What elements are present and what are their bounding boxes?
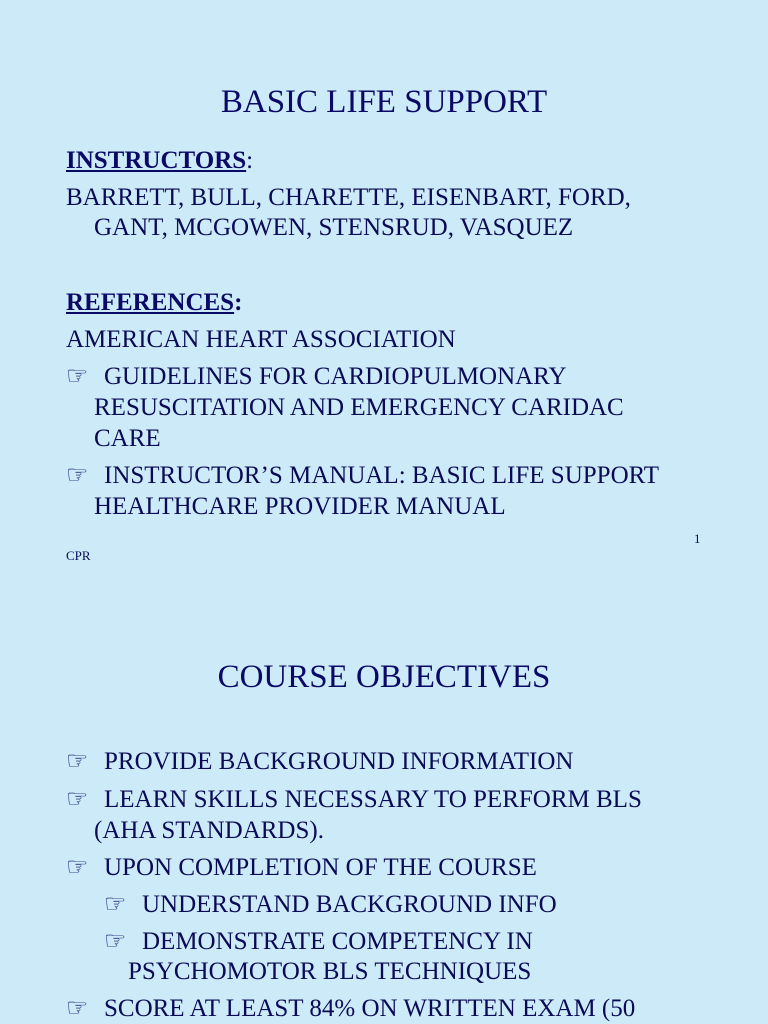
- objective-item-2-line-2: (AHA STANDARDS).: [94, 817, 324, 844]
- slide-title: BASIC LIFE SUPPORT: [220, 84, 548, 120]
- footer-label: CPR: [66, 548, 91, 563]
- slide-course-objectives: [0, 600, 768, 1024]
- instructors-colon: :: [246, 147, 254, 174]
- page-number: 1: [694, 531, 701, 546]
- slide-title: COURSE OBJECTIVES: [217, 659, 551, 695]
- pointing-hand-icon: ☞: [66, 363, 89, 390]
- objective-subitem-3a: [104, 890, 557, 920]
- pointing-hand-icon: ☞: [104, 891, 127, 918]
- reference-item-2-line-2: HEALTHCARE PROVIDER MANUAL: [94, 493, 506, 520]
- pointing-hand-icon: ☞: [66, 854, 89, 881]
- objective-subitem-3b-line-2: PSYCHOMOTOR BLS TECHNIQUES: [128, 958, 532, 985]
- references-heading: REFERENCES: [66, 289, 235, 316]
- objective-item-2-line-1: LEARN SKILLS NECESSARY TO PERFORM BLS: [104, 786, 642, 813]
- objective-item-3: [66, 853, 537, 883]
- pointing-hand-icon: ☞: [104, 928, 127, 955]
- reference-item-1-line-2: RESUSCITATION AND EMERGENCY CARIDAC: [94, 394, 624, 421]
- objective-subitem-3b: [104, 927, 533, 957]
- pointing-hand-icon: ☞: [66, 462, 89, 489]
- objective-item-3-text: UPON COMPLETION OF THE COURSE: [104, 854, 537, 881]
- references-heading-line: [66, 288, 242, 318]
- pointing-hand-icon: ☞: [66, 786, 89, 813]
- objective-item-4-text: SCORE AT LEAST 84% ON WRITTEN EXAM (50: [104, 995, 636, 1022]
- pointing-hand-icon: ☞: [66, 995, 89, 1022]
- objective-item-2: [66, 785, 642, 815]
- instructors-heading: INSTRUCTORS: [66, 147, 247, 174]
- objective-subitem-3b-line-1: DEMONSTRATE COMPETENCY IN: [142, 928, 533, 955]
- reference-item-1: [66, 362, 567, 392]
- reference-item-2: [66, 461, 659, 491]
- objective-item-1-text: PROVIDE BACKGROUND INFORMATION: [104, 748, 574, 775]
- references-colon: :: [234, 289, 243, 316]
- reference-item-1-line-3: CARE: [94, 425, 161, 452]
- objective-item-1: [66, 747, 573, 777]
- objective-subitem-3a-text: UNDERSTAND BACKGROUND INFO: [142, 891, 557, 918]
- association-text: AMERICAN HEART ASSOCIATION: [66, 326, 456, 353]
- instructors-heading-line: [66, 146, 253, 176]
- objective-item-4: [66, 994, 635, 1024]
- reference-item-2-line-1: INSTRUCTOR’S MANUAL: BASIC LIFE SUPPORT: [104, 462, 660, 489]
- reference-item-1-line-1: GUIDELINES FOR CARDIOPULMONARY: [104, 363, 567, 390]
- pointing-hand-icon: ☞: [66, 748, 89, 775]
- instructors-names-line-1: BARRETT, BULL, CHARETTE, EISENBART, FORD,: [66, 184, 631, 211]
- instructors-names-line-2: GANT, MCGOWEN, STENSRUD, VASQUEZ: [94, 214, 574, 241]
